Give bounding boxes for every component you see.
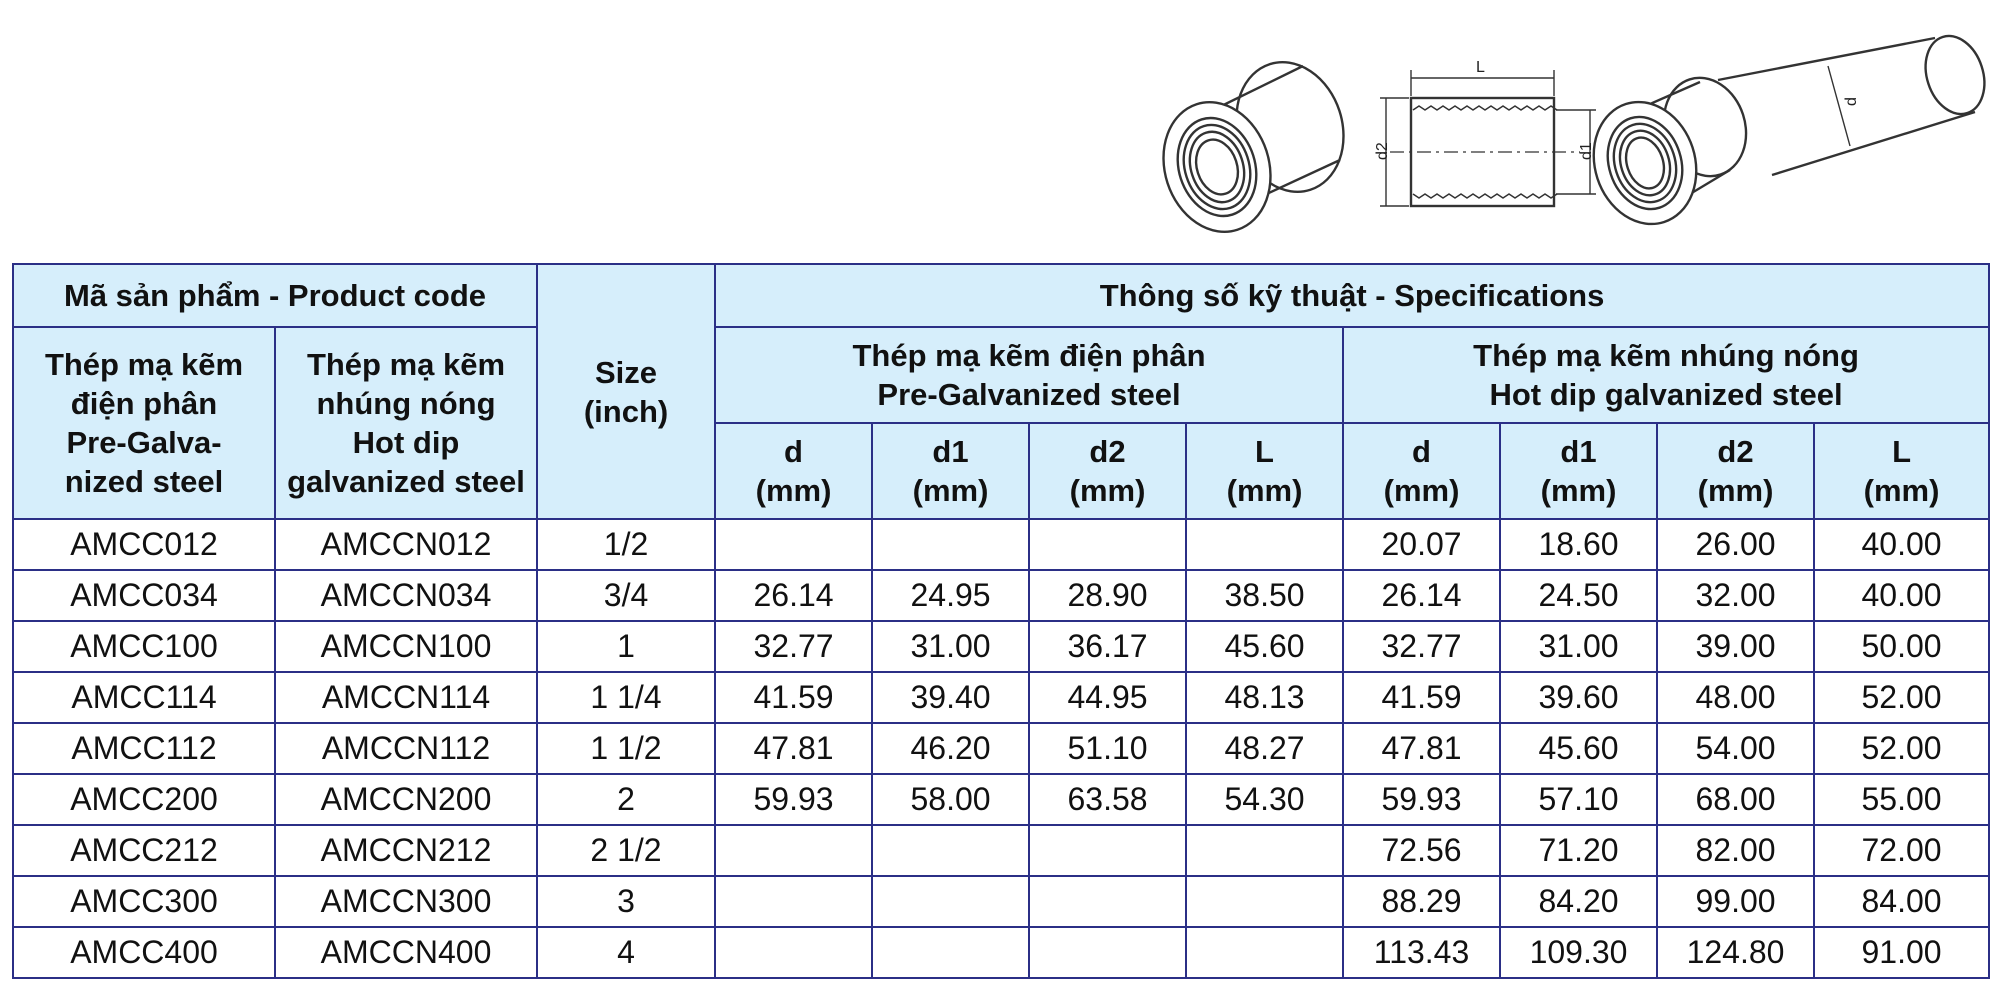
coupling-pipe-icon [1578, 28, 1994, 237]
dim-name: d [784, 434, 803, 469]
dim-name: L [1255, 434, 1274, 469]
table-cell: AMCC400 [13, 927, 275, 978]
pre-galvanized-group-header [715, 327, 1343, 423]
table-cell: 99.00 [1657, 876, 1814, 927]
table-row [13, 825, 1989, 876]
table-cell [872, 825, 1029, 876]
table-cell [872, 876, 1029, 927]
table-cell [872, 927, 1029, 978]
table-row [13, 774, 1989, 825]
table-body [13, 519, 1989, 978]
hot-dim-header-0 [1343, 423, 1500, 519]
table-cell: 68.00 [1657, 774, 1814, 825]
table-cell: 24.95 [872, 570, 1029, 621]
product-code-header: Mã sản phẩm - Product code [13, 264, 537, 327]
dim-unit: (mm) [1226, 473, 1303, 508]
table-cell: 2 [537, 774, 715, 825]
table-cell: 47.81 [715, 723, 872, 774]
table-cell: 54.30 [1186, 774, 1343, 825]
table-cell: 71.20 [1500, 825, 1657, 876]
hot-dim-header-3 [1814, 423, 1989, 519]
table-cell: 72.00 [1814, 825, 1989, 876]
dim-name: L [1892, 434, 1911, 469]
table-row [13, 876, 1989, 927]
table-cell: AMCC300 [13, 876, 275, 927]
table-cell [1029, 876, 1186, 927]
table-cell: 59.93 [715, 774, 872, 825]
dim-name: d2 [1717, 434, 1754, 469]
table-cell: AMCC114 [13, 672, 275, 723]
hdr-line: Hot dip [352, 425, 460, 460]
table-cell: 1 [537, 621, 715, 672]
table-cell [1186, 876, 1343, 927]
dim-name: d [1412, 434, 1431, 469]
table-cell: 51.10 [1029, 723, 1186, 774]
table-cell: 31.00 [1500, 621, 1657, 672]
table-cell: AMCCN012 [275, 519, 537, 570]
table-cell: 38.50 [1186, 570, 1343, 621]
pre-dim-header-1 [872, 423, 1029, 519]
table-row [13, 519, 1989, 570]
hdr-line: Thép mạ kẽm nhúng nóng [1473, 338, 1859, 373]
table-cell: AMCCN212 [275, 825, 537, 876]
table-cell: 39.40 [872, 672, 1029, 723]
hdr-line: Thép mạ kẽm điện phân [852, 338, 1206, 373]
hdr-line: Thép mạ kẽm [306, 347, 506, 382]
hot-dip-code-header [275, 327, 537, 519]
table-cell: 48.00 [1657, 672, 1814, 723]
pre-dim-header-2 [1029, 423, 1186, 519]
table-row [13, 621, 1989, 672]
table-cell: AMCCN100 [275, 621, 537, 672]
dim-unit: (mm) [1069, 473, 1146, 508]
table-cell: 84.20 [1500, 876, 1657, 927]
table-cell: 40.00 [1814, 519, 1989, 570]
table-cell: 40.00 [1814, 570, 1989, 621]
dim-label-d1: d1 [1578, 142, 1595, 160]
table-row [13, 672, 1989, 723]
table-cell: 32.00 [1657, 570, 1814, 621]
coupling-diagram [1100, 20, 2000, 260]
dim-label-L: L [1476, 59, 1485, 76]
table-cell: AMCCN300 [275, 876, 537, 927]
table-cell: 88.29 [1343, 876, 1500, 927]
table-cell [1029, 927, 1186, 978]
table-cell: 55.00 [1814, 774, 1989, 825]
size-header [537, 264, 715, 519]
table-cell: AMCCN400 [275, 927, 537, 978]
table-cell: 3 [537, 876, 715, 927]
table-cell: 54.00 [1657, 723, 1814, 774]
table-cell: 31.00 [872, 621, 1029, 672]
table-cell: 48.13 [1186, 672, 1343, 723]
hot-dim-header-1 [1500, 423, 1657, 519]
dim-unit: (mm) [1697, 473, 1774, 508]
table-cell: AMCC034 [13, 570, 275, 621]
table-cell: 45.60 [1186, 621, 1343, 672]
table-cell [1186, 519, 1343, 570]
hdr-line: nhúng nóng [316, 386, 496, 421]
table-cell: 41.59 [1343, 672, 1500, 723]
pre-dim-header-0 [715, 423, 872, 519]
dim-unit: (mm) [1863, 473, 1940, 508]
table-cell: 84.00 [1814, 876, 1989, 927]
table-cell [872, 519, 1029, 570]
hdr-line: Hot dip galvanized steel [1489, 377, 1843, 412]
table-cell: AMCC212 [13, 825, 275, 876]
hot-dip-group-header [1343, 327, 1989, 423]
table-cell [1029, 519, 1186, 570]
table-row [13, 927, 1989, 978]
pre-dim-header-3 [1186, 423, 1343, 519]
hdr-line: Pre-Galvanized steel [877, 377, 1181, 412]
specifications-header: Thông số kỹ thuật - Specifications [715, 264, 1989, 327]
table-cell: 57.10 [1500, 774, 1657, 825]
table-cell: 18.60 [1500, 519, 1657, 570]
hdr-line: Pre-Galva- [66, 425, 222, 460]
coupling-3d-icon [1147, 48, 1360, 246]
dim-label-d2: d2 [1374, 142, 1391, 160]
pre-galvanized-code-header [13, 327, 275, 519]
table-cell: 82.00 [1657, 825, 1814, 876]
dim-unit: (mm) [912, 473, 989, 508]
table-cell: 26.14 [715, 570, 872, 621]
table-cell: 39.60 [1500, 672, 1657, 723]
table-cell: AMCCN112 [275, 723, 537, 774]
table-cell: 32.77 [715, 621, 872, 672]
table-cell: 58.00 [872, 774, 1029, 825]
table-cell: 52.00 [1814, 723, 1989, 774]
table-cell [715, 825, 872, 876]
table-cell: 1 1/4 [537, 672, 715, 723]
table-cell: AMCC112 [13, 723, 275, 774]
hdr-line: điện phân [70, 386, 218, 421]
dim-label-d: d [1843, 97, 1860, 106]
dim-unit: (mm) [1383, 473, 1460, 508]
specification-table [12, 263, 1990, 979]
table-cell: 47.81 [1343, 723, 1500, 774]
table-row [13, 723, 1989, 774]
table-cell: 39.00 [1657, 621, 1814, 672]
table-cell: AMCC012 [13, 519, 275, 570]
table-cell: AMCCN200 [275, 774, 537, 825]
dim-unit: (mm) [755, 473, 832, 508]
hot-dim-header-2 [1657, 423, 1814, 519]
table-cell: AMCC100 [13, 621, 275, 672]
table-cell: 48.27 [1186, 723, 1343, 774]
dim-name: d1 [1560, 434, 1597, 469]
table-cell: 24.50 [1500, 570, 1657, 621]
table-cell [715, 519, 872, 570]
table-cell: 1 1/2 [537, 723, 715, 774]
table-cell [715, 927, 872, 978]
table-cell: 3/4 [537, 570, 715, 621]
table-cell [715, 876, 872, 927]
size-header-unit: (inch) [583, 393, 669, 429]
table-cell: 52.00 [1814, 672, 1989, 723]
table-cell: 20.07 [1343, 519, 1500, 570]
table-cell: 72.56 [1343, 825, 1500, 876]
table-cell: 4 [537, 927, 715, 978]
table-cell: 26.00 [1657, 519, 1814, 570]
table-cell: 50.00 [1814, 621, 1989, 672]
table-cell: AMCC200 [13, 774, 275, 825]
table-row [13, 570, 1989, 621]
table-cell: 63.58 [1029, 774, 1186, 825]
dim-name: d2 [1089, 434, 1126, 469]
table-cell [1186, 825, 1343, 876]
hdr-line: galvanized steel [287, 464, 525, 499]
dim-unit: (mm) [1540, 473, 1617, 508]
table-cell: 32.77 [1343, 621, 1500, 672]
cross-section-icon [1380, 70, 1596, 206]
size-header-line: Size [595, 354, 658, 390]
table-cell: 109.30 [1500, 927, 1657, 978]
table-cell: 1/2 [537, 519, 715, 570]
hdr-line: nized steel [64, 464, 224, 499]
table-cell: 45.60 [1500, 723, 1657, 774]
table-cell: 124.80 [1657, 927, 1814, 978]
table-cell: 59.93 [1343, 774, 1500, 825]
table-cell: AMCCN034 [275, 570, 537, 621]
table-cell [1186, 927, 1343, 978]
table-cell: AMCCN114 [275, 672, 537, 723]
table-cell: 2 1/2 [537, 825, 715, 876]
dim-name: d1 [932, 434, 969, 469]
table-cell: 41.59 [715, 672, 872, 723]
table-cell [1029, 825, 1186, 876]
table-cell: 26.14 [1343, 570, 1500, 621]
table-cell: 36.17 [1029, 621, 1186, 672]
table-cell: 28.90 [1029, 570, 1186, 621]
hdr-line: Thép mạ kẽm [44, 347, 244, 382]
table-cell: 46.20 [872, 723, 1029, 774]
table-cell: 91.00 [1814, 927, 1989, 978]
table-cell: 113.43 [1343, 927, 1500, 978]
table-cell: 44.95 [1029, 672, 1186, 723]
